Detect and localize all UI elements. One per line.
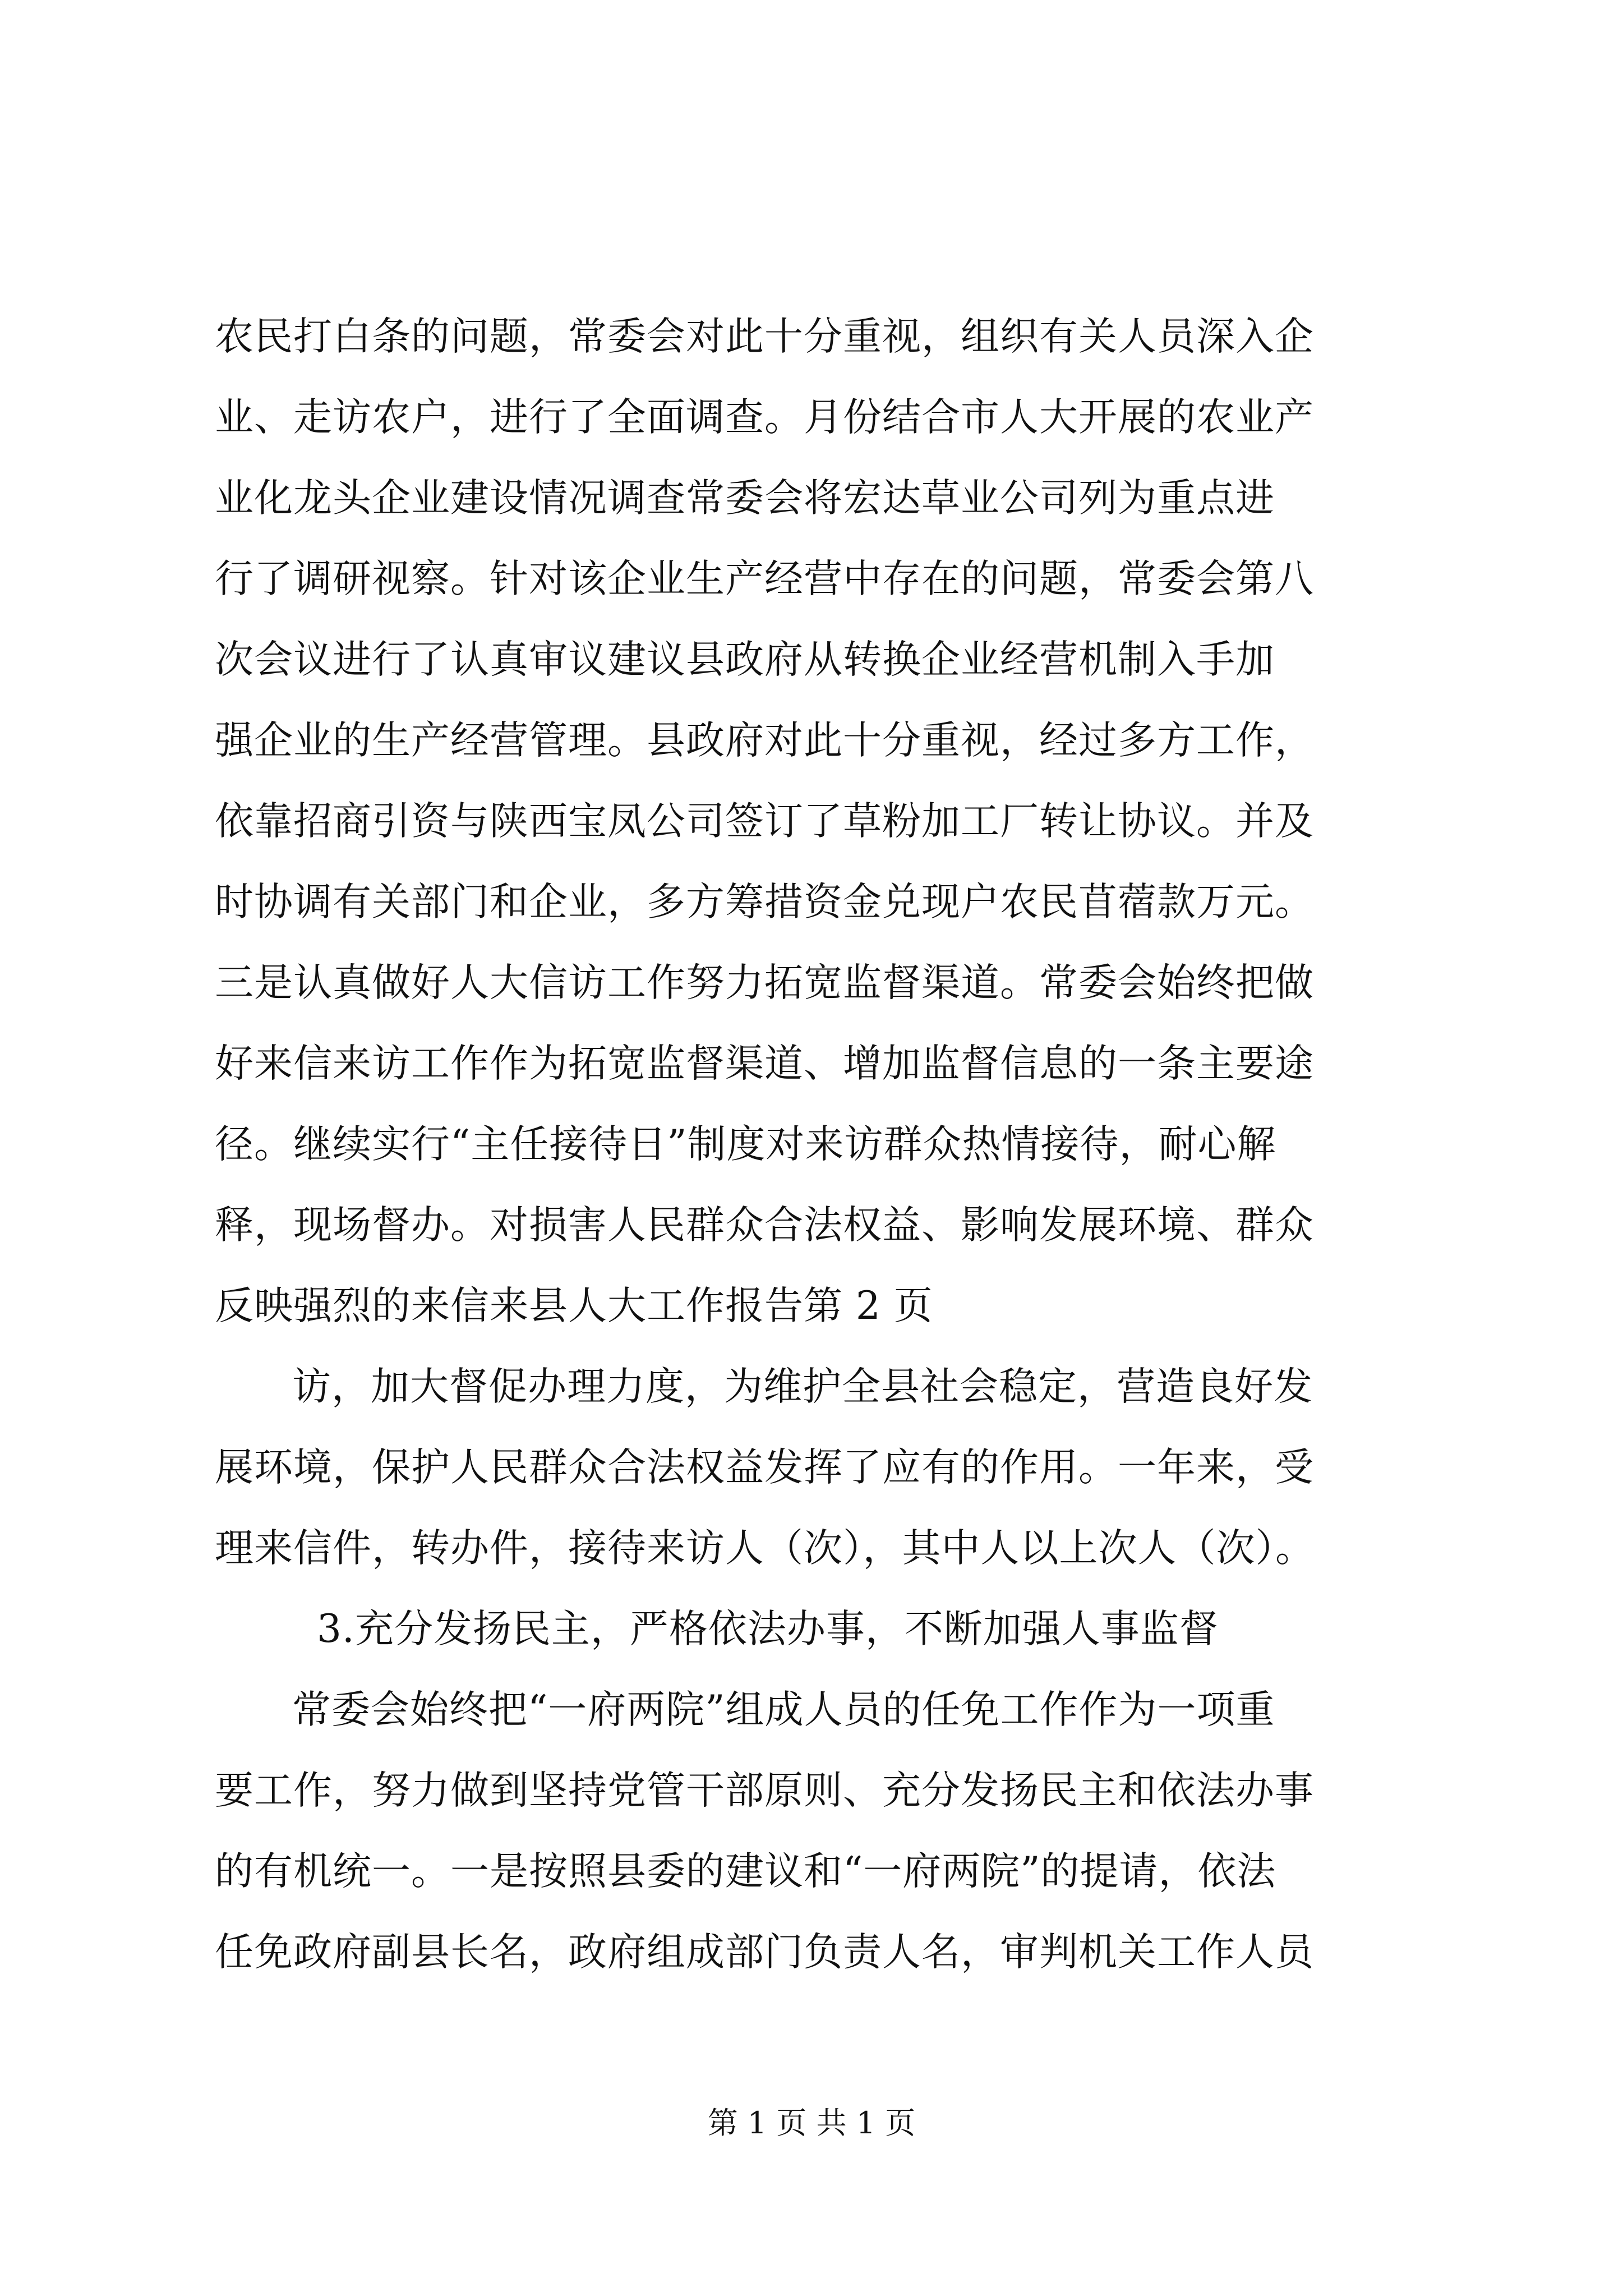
text-line: 访，加大督促办理力度，为维护全县社会稳定，营造良好发 bbox=[292, 1364, 1313, 1409]
text-line: 任免政府副县长名，政府组成部门负责人名，审判机关工作人员 bbox=[215, 1930, 1314, 1975]
text-line: 展环境，保护人民群众合法权益发挥了应有的作用。一年来，受 bbox=[215, 1445, 1314, 1490]
section-heading bbox=[215, 1589, 1426, 1669]
page-footer: 第 1 页 共 1 页 bbox=[707, 2105, 916, 2141]
text-line: 行了调研视察。针对该企业生产经营中存在的问题，常委会第八 bbox=[215, 556, 1314, 601]
text-line: 反映强烈的来信来县人大工作报告第 2 页 bbox=[215, 1283, 933, 1328]
text-line: 强企业的生产经营管理。县政府对此十分重视，经过多方工作， bbox=[215, 718, 1314, 763]
text-line: 业、走访农户，进行了全面调查。月份结合市人大开展的农业产 bbox=[215, 395, 1314, 440]
text-line: 三是认真做好人大信访工作努力拓宽监督渠道。常委会始终把做 bbox=[215, 960, 1314, 1005]
text-line: 的有机统一。一是按照县委的建议和“一府两院”的提请，依法 bbox=[215, 1849, 1276, 1894]
paragraph-1 bbox=[215, 296, 1426, 1346]
paragraph-3 bbox=[215, 1669, 1426, 1993]
text-line: 常委会始终把“一府两院”组成人员的任免工作作为一项重 bbox=[292, 1687, 1275, 1732]
text-line: 农民打白条的问题，常委会对此十分重视，组织有关人员深入企 bbox=[215, 314, 1314, 359]
text-line: 径。继续实行“主任接待日”制度对来访群众热情接待，耐心解 bbox=[215, 1122, 1276, 1167]
heading-text: 3.充分发扬民主，严格依法办事，不断加强人事监督 bbox=[317, 1607, 1219, 1651]
paragraph-2 bbox=[215, 1346, 1426, 1589]
text-line: 时协调有关部门和企业，多方筹措资金兑现户农民苜蓿款万元。 bbox=[215, 880, 1314, 924]
text-line: 好来信来访工作作为拓宽监督渠道、增加监督信息的一条主要途 bbox=[215, 1041, 1314, 1086]
text-line: 释，现场督办。对损害人民群众合法权益、影响发展环境、群众 bbox=[215, 1203, 1314, 1248]
text-line: 次会议进行了认真审议建议县政府从转换企业经营机制入手加 bbox=[215, 637, 1275, 682]
text-line: 业化龙头企业建设情况调查常委会将宏达草业公司列为重点进 bbox=[215, 476, 1275, 521]
document-body bbox=[215, 296, 1426, 1993]
text-line: 理来信件，转办件，接待来访人（次），其中人以上次人（次）。 bbox=[215, 1526, 1315, 1571]
text-line: 要工作，努力做到坚持党管干部原则、充分发扬民主和依法办事 bbox=[215, 1768, 1314, 1813]
text-line: 依靠招商引资与陕西宝凤公司签订了草粉加工厂转让协议。并及 bbox=[215, 799, 1314, 844]
